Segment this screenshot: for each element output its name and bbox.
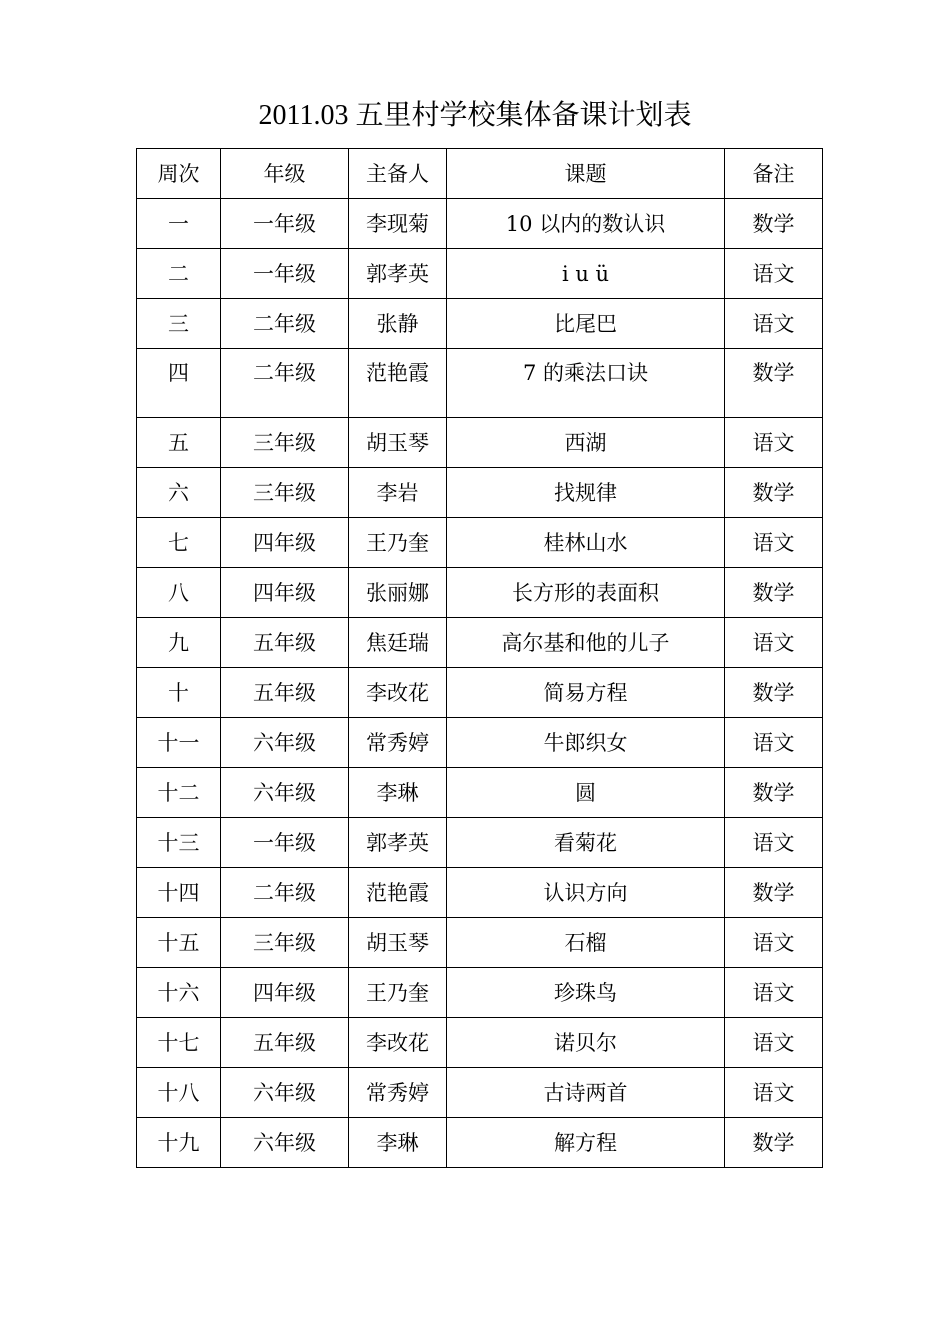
cell-note: 语文 xyxy=(725,299,823,349)
cell-topic: i u ü xyxy=(447,249,725,299)
cell-note: 语文 xyxy=(725,418,823,468)
cell-grade: 一年级 xyxy=(221,249,349,299)
cell-lead-teacher: 李改花 xyxy=(349,668,447,718)
cell-grade: 一年级 xyxy=(221,199,349,249)
cell-lead-teacher: 胡玉琴 xyxy=(349,918,447,968)
cell-week: 十五 xyxy=(137,918,221,968)
table-body xyxy=(137,199,823,1168)
table-row xyxy=(137,718,823,768)
table-row xyxy=(137,518,823,568)
cell-topic: 找规律 xyxy=(447,468,725,518)
cell-topic: 长方形的表面积 xyxy=(447,568,725,618)
cell-grade: 五年级 xyxy=(221,668,349,718)
table-row xyxy=(137,1018,823,1068)
cell-note: 数学 xyxy=(725,768,823,818)
cell-week: 十三 xyxy=(137,818,221,868)
cell-week: 十 xyxy=(137,668,221,718)
cell-lead-teacher: 郭孝英 xyxy=(349,818,447,868)
cell-topic: 西湖 xyxy=(447,418,725,468)
cell-topic: 古诗两首 xyxy=(447,1068,725,1118)
cell-note: 语文 xyxy=(725,249,823,299)
cell-week: 四 xyxy=(137,349,221,418)
cell-lead-teacher: 胡玉琴 xyxy=(349,418,447,468)
cell-lead-teacher: 李现菊 xyxy=(349,199,447,249)
cell-grade: 五年级 xyxy=(221,618,349,668)
cell-topic: 桂林山水 xyxy=(447,518,725,568)
cell-note: 语文 xyxy=(725,818,823,868)
cell-week: 五 xyxy=(137,418,221,468)
cell-week: 二 xyxy=(137,249,221,299)
header-topic: 课题 xyxy=(447,149,725,199)
header-grade: 年级 xyxy=(221,149,349,199)
table-row xyxy=(137,768,823,818)
cell-week: 十二 xyxy=(137,768,221,818)
cell-topic: 7 的乘法口诀 xyxy=(447,349,725,418)
header-note: 备注 xyxy=(725,149,823,199)
cell-note: 数学 xyxy=(725,868,823,918)
table-row xyxy=(137,668,823,718)
cell-lead-teacher: 李琳 xyxy=(349,1118,447,1168)
cell-note: 语文 xyxy=(725,718,823,768)
cell-lead-teacher: 范艳霞 xyxy=(349,349,447,418)
cell-week: 三 xyxy=(137,299,221,349)
table-row xyxy=(137,249,823,299)
cell-week: 九 xyxy=(137,618,221,668)
cell-topic: 珍珠鸟 xyxy=(447,968,725,1018)
table-header-row xyxy=(137,149,823,199)
lesson-plan-table xyxy=(136,148,823,1168)
table-row xyxy=(137,299,823,349)
table-row xyxy=(137,868,823,918)
cell-grade: 六年级 xyxy=(221,1068,349,1118)
table-row xyxy=(137,968,823,1018)
cell-lead-teacher: 李改花 xyxy=(349,1018,447,1068)
cell-lead-teacher: 常秀婷 xyxy=(349,1068,447,1118)
cell-note: 语文 xyxy=(725,1068,823,1118)
cell-topic: 比尾巴 xyxy=(447,299,725,349)
cell-week: 七 xyxy=(137,518,221,568)
cell-lead-teacher: 常秀婷 xyxy=(349,718,447,768)
cell-grade: 四年级 xyxy=(221,968,349,1018)
cell-topic: 10 以内的数认识 xyxy=(447,199,725,249)
cell-note: 数学 xyxy=(725,199,823,249)
cell-lead-teacher: 王乃奎 xyxy=(349,518,447,568)
cell-grade: 三年级 xyxy=(221,418,349,468)
cell-week: 六 xyxy=(137,468,221,518)
cell-note: 数学 xyxy=(725,349,823,418)
cell-note: 数学 xyxy=(725,568,823,618)
cell-topic: 认识方向 xyxy=(447,868,725,918)
table-row xyxy=(137,418,823,468)
table-row xyxy=(137,199,823,249)
cell-topic: 圆 xyxy=(447,768,725,818)
table-row xyxy=(137,1068,823,1118)
cell-lead-teacher: 李琳 xyxy=(349,768,447,818)
cell-grade: 六年级 xyxy=(221,768,349,818)
cell-lead-teacher: 范艳霞 xyxy=(349,868,447,918)
cell-topic: 石榴 xyxy=(447,918,725,968)
cell-grade: 三年级 xyxy=(221,468,349,518)
cell-grade: 一年级 xyxy=(221,818,349,868)
header-lead-teacher: 主备人 xyxy=(349,149,447,199)
cell-grade: 六年级 xyxy=(221,1118,349,1168)
table-row xyxy=(137,568,823,618)
cell-note: 语文 xyxy=(725,968,823,1018)
cell-grade: 三年级 xyxy=(221,918,349,968)
cell-week: 十七 xyxy=(137,1018,221,1068)
cell-week: 十八 xyxy=(137,1068,221,1118)
cell-note: 数学 xyxy=(725,1118,823,1168)
cell-grade: 二年级 xyxy=(221,299,349,349)
cell-topic: 牛郎织女 xyxy=(447,718,725,768)
cell-note: 语文 xyxy=(725,618,823,668)
table-row xyxy=(137,818,823,868)
cell-topic: 诺贝尔 xyxy=(447,1018,725,1068)
cell-grade: 五年级 xyxy=(221,1018,349,1068)
page-title: 2011.03 五里村学校集体备课计划表 xyxy=(258,100,692,131)
cell-grade: 四年级 xyxy=(221,518,349,568)
cell-topic: 简易方程 xyxy=(447,668,725,718)
table-row xyxy=(137,349,823,418)
cell-note: 语文 xyxy=(725,1018,823,1068)
cell-lead-teacher: 张静 xyxy=(349,299,447,349)
table-row xyxy=(137,918,823,968)
cell-week: 八 xyxy=(137,568,221,618)
cell-note: 语文 xyxy=(725,918,823,968)
cell-topic: 看菊花 xyxy=(447,818,725,868)
cell-topic: 高尔基和他的儿子 xyxy=(447,618,725,668)
table-row xyxy=(137,618,823,668)
cell-lead-teacher: 王乃奎 xyxy=(349,968,447,1018)
cell-note: 语文 xyxy=(725,518,823,568)
cell-note: 数学 xyxy=(725,468,823,518)
table-row xyxy=(137,468,823,518)
cell-topic: 解方程 xyxy=(447,1118,725,1168)
cell-grade: 二年级 xyxy=(221,349,349,418)
cell-week: 十九 xyxy=(137,1118,221,1168)
cell-lead-teacher: 李岩 xyxy=(349,468,447,518)
cell-lead-teacher: 张丽娜 xyxy=(349,568,447,618)
cell-grade: 四年级 xyxy=(221,568,349,618)
cell-grade: 二年级 xyxy=(221,868,349,918)
table-row xyxy=(137,1118,823,1168)
cell-lead-teacher: 郭孝英 xyxy=(349,249,447,299)
cell-week: 十一 xyxy=(137,718,221,768)
cell-week: 十六 xyxy=(137,968,221,1018)
cell-note: 数学 xyxy=(725,668,823,718)
cell-week: 一 xyxy=(137,199,221,249)
cell-lead-teacher: 焦廷瑞 xyxy=(349,618,447,668)
header-week: 周次 xyxy=(137,149,221,199)
cell-grade: 六年级 xyxy=(221,718,349,768)
cell-week: 十四 xyxy=(137,868,221,918)
